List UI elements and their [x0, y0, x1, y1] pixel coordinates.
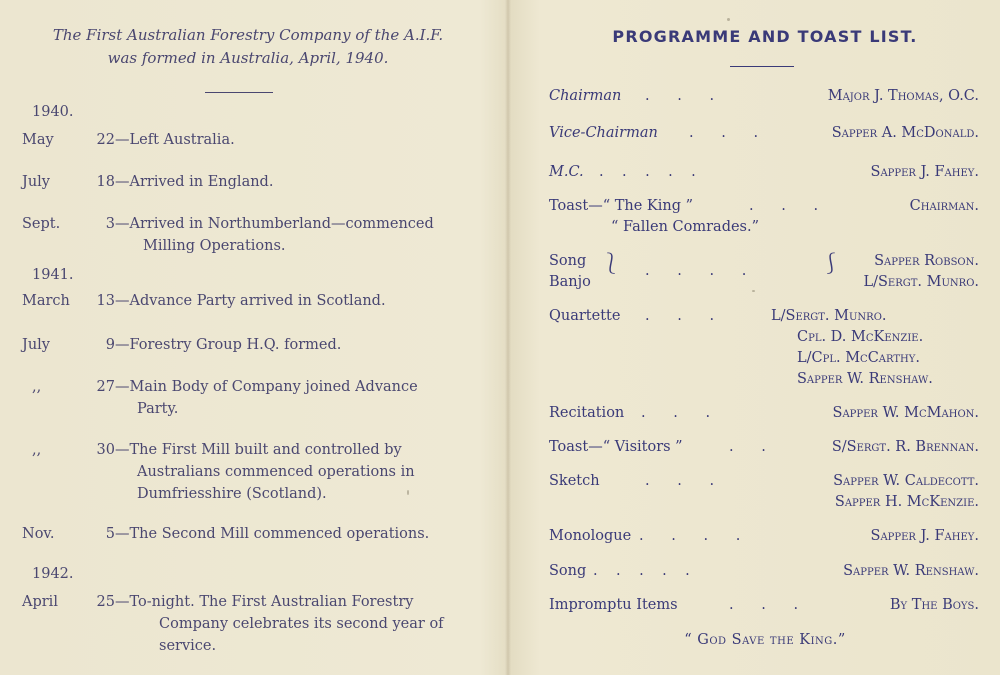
entry-text-continued: Dumfriesshire (Scotland).: [137, 486, 327, 502]
entry-month: July: [22, 337, 50, 353]
intro-divider: [205, 92, 273, 93]
right-brace-icon: ⎰: [821, 251, 841, 275]
paper-speck: [752, 290, 755, 292]
entry-day: 13: [96, 293, 115, 309]
entry-text: —The Second Mill commenced operations.: [115, 526, 430, 542]
entry-day: 5: [105, 526, 115, 542]
leader-dots: . . .: [645, 473, 715, 489]
entry-text: —Arrived in England.: [115, 174, 274, 190]
programme-row-quartette: [549, 306, 979, 390]
year-heading-1942: 1942.: [32, 566, 74, 582]
programme-row-song-banjo: [549, 251, 979, 293]
programme-item: Impromptu Items: [549, 597, 678, 613]
programme-row-toast-king: [549, 196, 979, 238]
programme-item: Chairman: [549, 88, 622, 104]
programme-item: Recitation: [549, 405, 625, 421]
leader-dots: . . .: [689, 125, 759, 141]
entry-day: 18: [96, 174, 115, 190]
performer-name: Sapper W. Renshaw.: [797, 371, 933, 387]
entry-text: —Advance Party arrived in Scotland.: [115, 293, 386, 309]
entry-text-continued: service.: [159, 638, 217, 654]
entry-day: 22: [96, 132, 115, 148]
leader-dots: . . .: [641, 405, 711, 421]
performer-name: Sapper W. McMahon.: [832, 405, 979, 421]
performer-name: Cpl. D. McKenzie.: [797, 329, 924, 345]
leader-dots: . . .: [749, 198, 819, 214]
entry-text-continued: Party.: [137, 401, 179, 417]
entry-month: July: [22, 174, 50, 190]
leader-dots: . . . .: [645, 263, 747, 279]
programme-row-sketch: [549, 471, 979, 513]
performer-name: By The Boys.: [889, 597, 979, 613]
performer-name: L/Sergt. Munro.: [863, 274, 979, 290]
programme-item-continued: “ Fallen Comrades.”: [611, 219, 760, 235]
entry-text: —Main Body of Company joined Advance: [115, 379, 418, 395]
leader-dots: . . . .: [639, 528, 741, 544]
entry-text-continued: Australians commenced operations in: [137, 464, 415, 480]
intro-line-1: The First Australian Forestry Company of the A.I.F.: [52, 26, 444, 44]
entry-text-continued: Milling Operations.: [143, 238, 286, 254]
programme-item: Toast—“ The King ”: [549, 198, 694, 214]
entry-text: —To-night. The First Australian Forestry: [115, 594, 414, 610]
performer-name: L/Sergt. Munro.: [771, 308, 887, 324]
performer-name: Sapper Robson.: [874, 253, 979, 269]
intro-text: [22, 24, 474, 70]
entry-day: 9: [105, 337, 115, 353]
performer-name: Sapper W. Caldecott.: [833, 473, 979, 489]
programme-item: Sketch: [549, 473, 600, 489]
performer-name: Sapper J. Fahey.: [870, 528, 979, 544]
entry-text: —The First Mill built and controlled by: [115, 442, 402, 458]
entry-day: 25: [96, 594, 115, 610]
programme-item: Song: [549, 253, 587, 269]
entry-text: —Forestry Group H.Q. formed.: [115, 337, 342, 353]
performer-name: Sapper W. Renshaw.: [843, 563, 979, 579]
entry-day: 3: [105, 216, 115, 232]
programme-item: Toast—“ Visitors ”: [549, 439, 683, 455]
entry-text-continued: Company celebrates its second year of: [159, 616, 444, 632]
entry-text: —Arrived in Northumberland—commenced: [115, 216, 434, 232]
performer-name: Sapper A. McDonald.: [831, 125, 979, 141]
leader-dots: . . . . .: [593, 563, 690, 579]
entry-day: 27: [96, 379, 115, 395]
programme-item: Song: [549, 563, 587, 579]
programme-item: M.C.: [549, 164, 584, 180]
programme-item-continued: Banjo: [549, 274, 591, 290]
performer-name: Chairman.: [909, 198, 979, 214]
entry-month: April: [22, 594, 58, 610]
intro-line-2: was formed in Australia, April, 1940.: [107, 49, 389, 67]
entry-month: Sept.: [22, 216, 61, 232]
programme-item: Monologue: [549, 528, 632, 544]
paper-speck: [407, 490, 409, 495]
year-heading-1940: 1940.: [32, 104, 74, 120]
leader-dots: . .: [729, 439, 766, 455]
paper-speck: [727, 18, 730, 21]
leader-dots: . . .: [645, 88, 715, 104]
year-heading-1941: 1941.: [32, 267, 74, 283]
entry-day: 30: [96, 442, 115, 458]
leader-dots: . . .: [645, 308, 715, 324]
entry-month: Nov.: [22, 526, 55, 542]
programme-item: Vice-Chairman: [549, 125, 658, 141]
leader-dots: . . .: [729, 597, 799, 613]
performer-name: S/Sergt. R. Brennan.: [831, 439, 979, 455]
performer-name: Sapper J. Fahey.: [870, 164, 979, 180]
performer-name: L/Cpl. McCarthy.: [797, 350, 920, 366]
heading-divider: [730, 66, 794, 67]
leader-dots: . . . . .: [599, 164, 696, 180]
closing-anthem: “ God Save the King.”: [684, 632, 846, 648]
entry-month: March: [22, 293, 70, 309]
performer-name: Major J. Thomas, O.C.: [827, 88, 979, 104]
entry-month: ,,: [32, 379, 42, 395]
performer-name: Sapper H. McKenzie.: [834, 494, 979, 510]
programme-heading: PROGRAMME AND TOAST LIST.: [612, 27, 918, 46]
left-brace-icon: ⎱: [601, 251, 621, 275]
entry-month: ,,: [32, 442, 42, 458]
entry-text: —Left Australia.: [115, 132, 235, 148]
programme-item: Quartette: [549, 308, 621, 324]
entry-month: May: [22, 132, 54, 148]
right-page: [505, 0, 1000, 675]
